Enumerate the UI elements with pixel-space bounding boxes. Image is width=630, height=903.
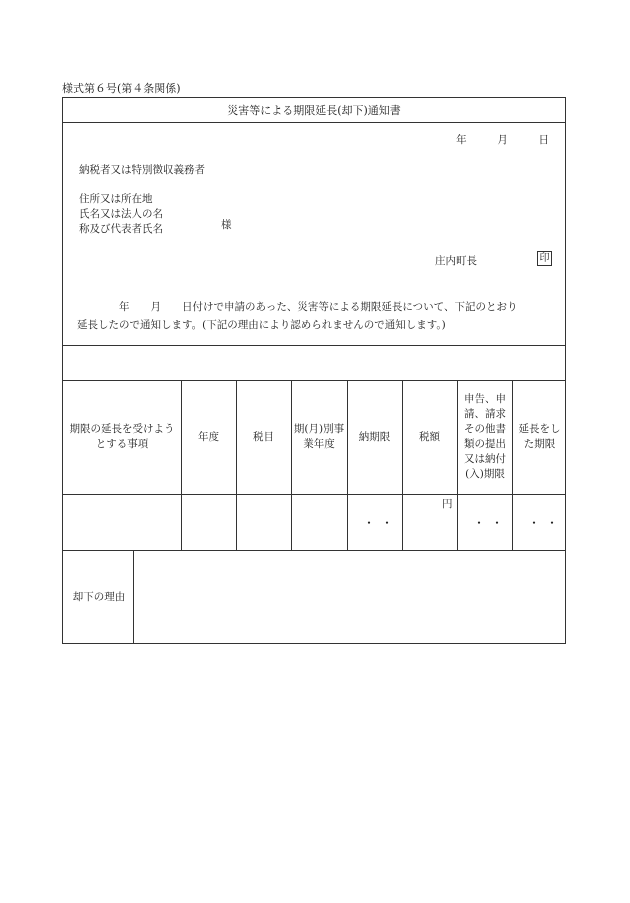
date-year-label: 年	[456, 134, 467, 146]
divider	[63, 550, 565, 551]
header-tax-item: 税目	[253, 430, 274, 443]
issuer: 庄内町長	[435, 255, 477, 267]
address-line: 氏名又は法人の名	[79, 208, 163, 220]
notice-form	[62, 97, 566, 644]
notice-body-line: 年 月 日付けで申請のあった、災害等による期限延長について、下記のとおり	[77, 301, 518, 313]
issue-date	[456, 132, 549, 147]
column-divider	[133, 550, 134, 644]
form-title: 災害等による期限延長(却下)通知書	[227, 104, 401, 117]
address-block	[79, 192, 163, 237]
column-divider	[512, 380, 513, 550]
date-day-label: 日	[538, 134, 549, 146]
header-due-date: 納期限	[358, 430, 391, 443]
seal-box: 印	[537, 251, 552, 266]
address-line: 住所又は所在地	[79, 193, 153, 205]
taxpayer-label: 納税者又は特別徴収義務者	[79, 164, 205, 176]
header-tax-amount: 税額	[419, 430, 440, 443]
filing-deadline-dots: ・・	[473, 516, 510, 530]
due-date-dots: ・・	[363, 516, 400, 530]
divider	[63, 494, 565, 495]
notice-body-line: 延長したので通知します。(下記の理由により認められませんので通知します。)	[77, 319, 446, 331]
column-divider	[291, 380, 292, 550]
notice-body	[77, 298, 557, 334]
divider	[63, 122, 565, 123]
yen-unit: 円	[442, 498, 453, 510]
header-extended-deadline: 延長をした期限	[518, 423, 561, 450]
divider	[63, 345, 565, 346]
rejection-label: 却下の理由	[72, 590, 126, 603]
address-line: 称及び代表者氏名	[79, 223, 163, 235]
honorific: 様	[221, 219, 232, 231]
column-divider	[457, 380, 458, 550]
header-fiscal-year: 年度	[198, 430, 219, 443]
header-filing-deadline: 申告、申請、請求その他書類の提出又は納付(入)期限	[464, 393, 506, 480]
date-month-label: 月	[497, 134, 508, 146]
header-period: 期(月)別事業年度	[293, 423, 345, 450]
form-number: 様式第６号(第４条関係)	[62, 82, 181, 95]
extended-deadline-dots: ・・	[528, 516, 565, 530]
header-matter: 期限の延長を受けようとする事項	[69, 423, 175, 450]
